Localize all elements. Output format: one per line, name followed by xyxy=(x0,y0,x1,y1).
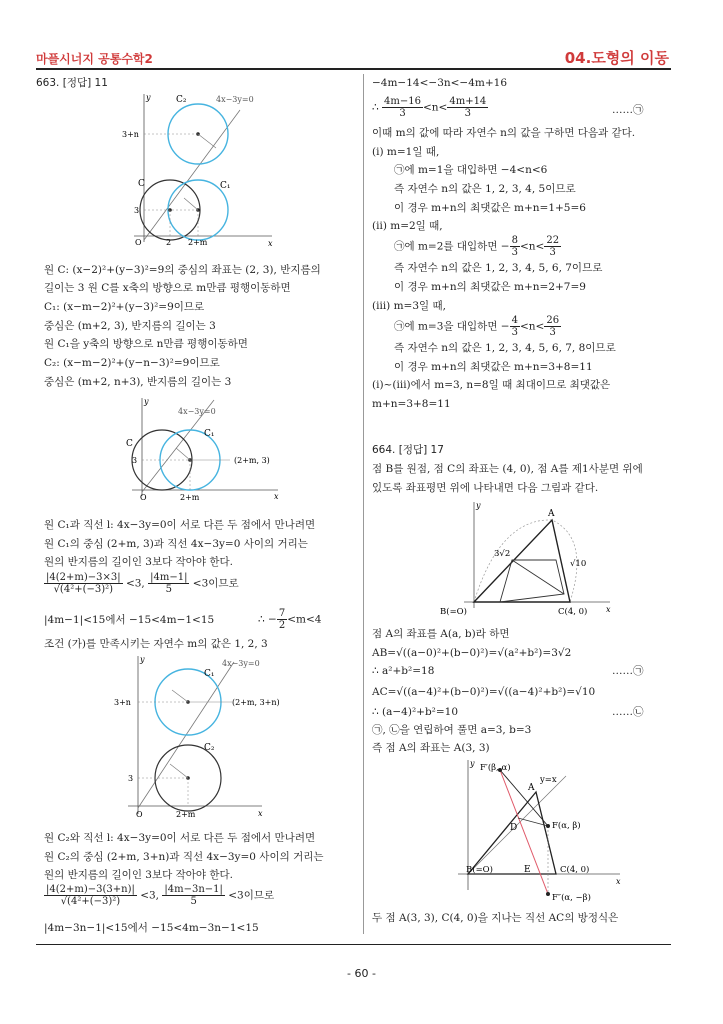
d5-fpp-label: F″(α, −β) xyxy=(552,893,591,903)
text-r11: 이 경우 m+n의 최댓값은 m+n=2+7=9 xyxy=(394,281,586,293)
frac-r13-1: $\frac{4}{3}$ xyxy=(511,315,518,338)
d3-o-label: O xyxy=(136,810,143,819)
d3-3n-label: 3+n xyxy=(114,698,131,707)
d5-fp-label: F′(β, α) xyxy=(480,763,511,773)
d5-d-label: D xyxy=(510,823,518,833)
text-r14: 즉 자연수 n의 값은 1, 2, 3, 4, 5, 6, 7, 8이므로 xyxy=(394,342,616,354)
text-l7: 중심은 (m+2, n+3), 반지름의 길이는 3 xyxy=(44,376,232,388)
text-r13: ㉠에 m=3을 대입하면 − $\frac{4}{3}$ <n< $\frac{26}{3}$ xyxy=(394,315,560,338)
frac-r2-2: $\frac{4m+14}{3}$ xyxy=(449,96,487,119)
text-l6: C₂: (x−m−2)²+(y−n−3)²=9이므로 xyxy=(44,357,220,369)
d3-line-label: 4x−3y=0 xyxy=(222,659,260,668)
text-r25: ㉠, ㉡을 연립하여 풀면 a=3, b=3 xyxy=(372,724,532,736)
text-l3: C₁: (x−m−2)²+(y−3)²=9이므로 xyxy=(44,301,205,313)
d5-y-label: y xyxy=(470,759,475,768)
d5-b-label: B(=O) xyxy=(466,865,493,875)
text-l15: 원의 반지름의 길이인 3보다 작아야 한다. xyxy=(44,869,233,881)
d3-c2-label: C₂ xyxy=(204,743,215,753)
text-r21: AB=√((a−0)²+(b−0)²)=√(a²+b²)=3√2 xyxy=(372,647,572,659)
inequality-1: $\frac{|4(2+m)-3\times 3|}{\text{√(4²+(−3)²)}}$ <3, $\frac{|4m-1|}{5}$ <3이므로 xyxy=(46,572,239,595)
marker-1: ……㉠ xyxy=(612,104,644,116)
d5-a-label: A xyxy=(528,783,535,793)
chapter-title: 04.도형의 이동 xyxy=(564,49,669,67)
d2-3-label: 3 xyxy=(132,456,138,465)
text-r5: ㉠에 m=1을 대입하면 −4<n<6 xyxy=(394,164,548,176)
d5-f-label: F(α, β) xyxy=(552,821,581,831)
d2-2m-label: 2+m xyxy=(180,493,200,502)
text-r7: 이 경우 m+n의 최댓값은 m+n=1+5=6 xyxy=(394,202,586,214)
d5-yx-label: y=x xyxy=(540,775,557,785)
marker-r24: ……㉡ xyxy=(612,706,644,718)
diagram-664-reflection xyxy=(436,756,626,906)
frac-2: $\frac{|4m-1|}{5}$ xyxy=(150,572,188,595)
text-l12: 조건 (가)를 만족시키는 자연수 m의 값은 1, 2, 3 xyxy=(44,638,268,650)
d1-2-label: 2 xyxy=(166,238,172,247)
text-r1: −4m−14<−3n<−4m+16 xyxy=(372,77,508,89)
frac-r13-2: $\frac{26}{3}$ xyxy=(546,315,560,338)
d1-2m-label: 2+m xyxy=(188,238,208,247)
diagram-664-triangle xyxy=(440,498,620,618)
d2-point-label: (2+m, 3) xyxy=(234,456,270,465)
diagram-663-c2-line xyxy=(112,654,292,824)
frac-r9-2: $\frac{22}{3}$ xyxy=(546,235,560,258)
text-l1: 원 C: (x−2)²+(y−3)²=9의 중심의 좌표는 (2, 3), 반지름의 xyxy=(44,264,321,276)
d3-c1-label: C₁ xyxy=(204,669,215,679)
d5-e-label: E xyxy=(524,865,531,875)
text-l14: 원 C₂의 중심 (2+m, 3+n)과 직선 4x−3y=0 사이의 거리는 xyxy=(44,851,324,863)
d4-y-label: y xyxy=(476,501,481,510)
text-r19: 있도록 좌표평면 위에 나타내면 다음 그림과 같다. xyxy=(372,482,599,494)
d1-3-label: 3 xyxy=(134,206,140,215)
diagram-663-c1-line xyxy=(118,396,288,506)
frac-4: $\frac{|4(2+m)-3(3+n)|}{\text{√(4²+(−3)²)}}$ xyxy=(46,884,135,907)
text-r12: (ⅲ) m=3일 때, xyxy=(372,300,447,312)
d2-y-label: y xyxy=(144,397,149,406)
text-r4: (ⅰ) m=1일 때, xyxy=(372,146,440,158)
problem-664-answer: 664. [정답] 17 xyxy=(372,444,444,456)
book-title: 마플시너지 공통수학2 xyxy=(36,52,153,66)
n-range: ∴ $\frac{4m-16}{3}$ <n< $\frac{4m+14}{3}$ ……㉠ xyxy=(372,96,644,119)
header-rule xyxy=(36,68,671,70)
d2-c1-label: C₁ xyxy=(204,429,215,439)
text-r23: AC=√((a−4)²+(b−0)²)=√((a−4)²+b²)=√10 xyxy=(372,686,596,698)
d2-c-label: C xyxy=(126,439,133,449)
d2-o-label: O xyxy=(140,493,147,502)
text-r22: ∴ a²+b²=18 xyxy=(372,665,435,677)
footer-rule xyxy=(36,944,671,945)
text-r16: (ⅰ)~(ⅲ)에서 m=3, n=8일 때 최대이므로 최댓값은 xyxy=(372,379,611,391)
d4-a-label: A xyxy=(548,509,555,519)
d3-2m-label: 2+m xyxy=(176,810,196,819)
text-r24: ∴ (a−4)²+b²=10 xyxy=(372,706,459,718)
text-r3: 이때 m의 값에 따라 자연수 n의 값을 구하면 다음과 같다. xyxy=(372,127,636,139)
problem-663-answer: 663. [정답] 11 xyxy=(36,77,108,89)
page-number: - 60 - xyxy=(347,967,376,980)
text-r10: 즉 자연수 n의 값은 1, 2, 3, 4, 5, 6, 7이므로 xyxy=(394,262,603,274)
d1-c-label: C xyxy=(138,179,145,189)
d4-b-label: B(=O) xyxy=(440,607,467,617)
text-l16: |4m−3n−1|<15에서 −15<4m−3n−1<15 xyxy=(44,922,259,934)
inequality-2: $\frac{|4(2+m)-3(3+n)|}{\text{√(4²+(−3)²)}}$ <3, $\frac{|4m-3n-1|}{5}$ <3이므로 xyxy=(46,884,275,907)
d1-o-label: O xyxy=(135,238,142,247)
text-r6: 즉 자연수 n의 값은 1, 2, 3, 4, 5이므로 xyxy=(394,183,576,195)
text-r20: 점 A의 좌표를 A(a, b)라 하면 xyxy=(372,628,510,640)
d1-line-label: 4x−3y=0 xyxy=(216,95,254,104)
text-r15: 이 경우 m+n의 최댓값은 m+n=3+8=11 xyxy=(394,361,593,373)
text-r26: 즉 점 A의 좌표는 A(3, 3) xyxy=(372,742,490,754)
d5-x-label: x xyxy=(616,877,621,886)
frac-r9-1: $\frac{8}{3}$ xyxy=(511,235,518,258)
text-r18: 점 B를 원점, 점 C의 좌표는 (4, 0), 점 A를 제1사분면 위에 xyxy=(372,463,643,475)
d1-c2-label: C₂ xyxy=(176,95,187,105)
m-range: ∴ − $\frac{7}{2}$ <m<4 xyxy=(258,608,322,631)
text-l9: 원 C₁의 중심 (2+m, 3)과 직선 4x−3y=0 사이의 거리는 xyxy=(44,538,308,550)
d1-x-label: x xyxy=(268,239,273,248)
frac-3: $\frac{7}{2}$ xyxy=(278,608,286,631)
d4-x-label: x xyxy=(606,605,611,614)
d1-c1-label: C₁ xyxy=(220,181,231,191)
text-l8: 원 C₁과 직선 l: 4x−3y=0이 서로 다른 두 점에서 만나려면 xyxy=(44,519,316,531)
marker-r22: ……㉠ xyxy=(612,665,644,677)
d4-side-ab: 3√2 xyxy=(494,549,511,559)
d3-x-label: x xyxy=(258,809,263,818)
frac-r2-1: $\frac{4m-16}{3}$ xyxy=(384,96,421,119)
text-l2: 길이는 3 원 C를 x축의 방향으로 m만큼 평행이동하면 xyxy=(44,282,291,294)
d1-y-label: y xyxy=(146,93,151,102)
text-r27: 두 점 A(3, 3), C(4, 0)을 지나는 직선 AC의 방정식은 xyxy=(372,912,619,924)
d1-3n-label: 3+n xyxy=(122,130,139,139)
text-r9: ㉠에 m=2를 대입하면 − $\frac{8}{3}$ <n< $\frac{22}{3}$ xyxy=(394,235,560,258)
frac-5: $\frac{|4m-3n-1|}{5}$ xyxy=(164,884,223,907)
d4-c-label: C(4, 0) xyxy=(558,607,588,617)
d2-x-label: x xyxy=(274,492,279,501)
text-l5: 원 C₁을 y축의 방향으로 n만큼 평행이동하면 xyxy=(44,338,248,350)
text-l4: 중심은 (m+2, 3), 반지름의 길이는 3 xyxy=(44,320,216,332)
d3-y-label: y xyxy=(140,655,145,664)
d2-line-label: 4x−3y=0 xyxy=(178,407,216,416)
frac-1: $\frac{|4(2+m)-3\times 3|}{\text{√(4²+(−3)²)}}$ xyxy=(46,572,121,595)
d4-side-ac: √10 xyxy=(570,559,587,569)
d3-point-label: (2+m, 3+n) xyxy=(232,698,280,707)
d5-c-label: C(4, 0) xyxy=(560,865,590,875)
text-r8: (ⅱ) m=2일 때, xyxy=(372,220,443,232)
text-l13: 원 C₂와 직선 l: 4x−3y=0이 서로 다른 두 점에서 만나려면 xyxy=(44,832,316,844)
column-divider xyxy=(363,74,364,934)
d3-3-label: 3 xyxy=(128,774,134,783)
text-l11: |4m−1|<15에서 −15<4m−1<15 xyxy=(44,614,215,626)
text-l10: 원의 반지름의 길이인 3보다 작아야 한다. xyxy=(44,556,233,568)
diagram-663-circles xyxy=(120,90,280,250)
text-r17: m+n=3+8=11 xyxy=(372,398,451,410)
